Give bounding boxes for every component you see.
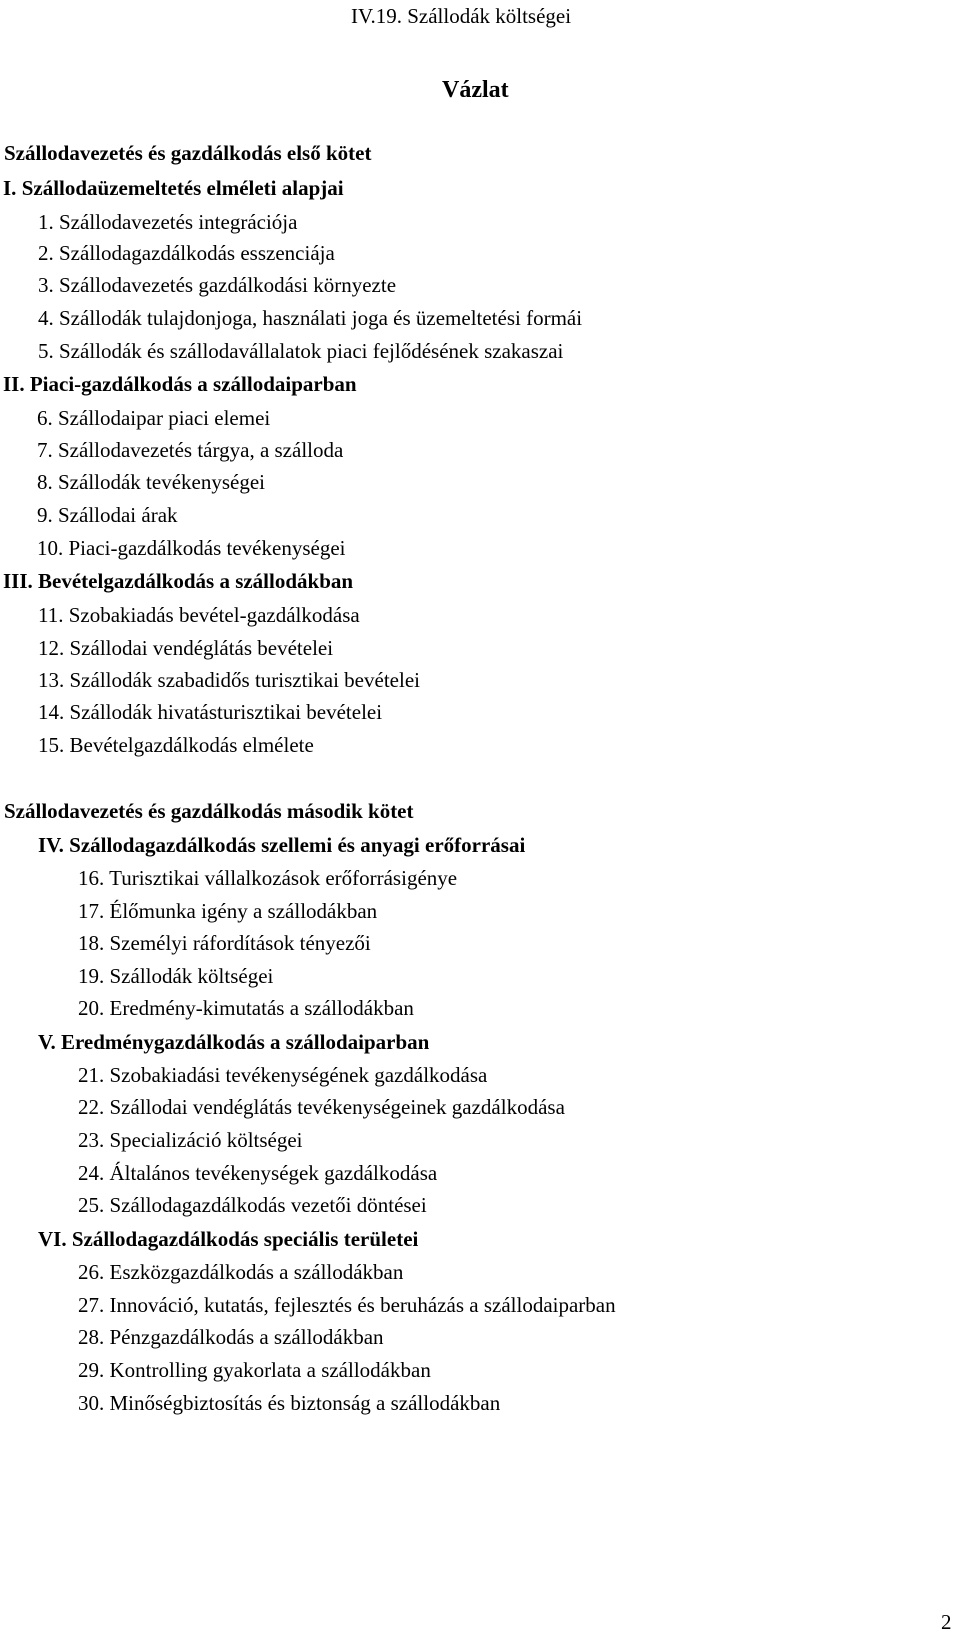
part-heading xyxy=(3,568,353,594)
chapter-number: 7. xyxy=(37,438,53,462)
chapter-title: Szállodavezetés integrációja xyxy=(59,210,298,234)
chapter-title: Szobakiadás bevétel-gazdálkodása xyxy=(68,603,360,627)
chapter-number: 19. xyxy=(78,964,105,988)
chapter-title: Kontrolling gyakorlata a szállodákban xyxy=(109,1358,431,1382)
chapter-number: 28. xyxy=(78,1325,105,1349)
chapter-item xyxy=(38,732,314,758)
chapter-item xyxy=(37,405,270,431)
volume-title: Szállodavezetés és gazdálkodás második kötet xyxy=(4,799,414,823)
chapter-item xyxy=(78,995,414,1021)
chapter-title: Piaci-gazdálkodás tevékenységei xyxy=(68,536,346,560)
part-heading xyxy=(38,1226,418,1252)
chapter-number: 30. xyxy=(78,1391,105,1415)
chapter-item xyxy=(78,865,457,891)
chapter-title: Szállodák hivatásturisztikai bevételei xyxy=(69,700,383,724)
chapter-number: 11. xyxy=(38,603,64,627)
chapter-title: Szállodák és szállodavállalatok piaci fejlődésének szakaszai xyxy=(59,339,564,363)
chapter-title: Szállodák tevékenységei xyxy=(58,470,266,494)
chapter-item xyxy=(78,1062,487,1088)
part-roman: VI. xyxy=(38,1227,67,1251)
chapter-number: 24. xyxy=(78,1161,105,1185)
part-heading xyxy=(3,175,344,201)
chapter-number: 6. xyxy=(37,406,53,430)
chapter-title: Innováció, kutatás, fejlesztés és beruházás a szállodaiparban xyxy=(109,1293,616,1317)
chapter-title: Szobakiadási tevékenységének gazdálkodása xyxy=(109,1063,488,1087)
chapter-item xyxy=(37,437,343,463)
chapter-item xyxy=(38,272,396,298)
chapter-title: Szállodavezetés tárgya, a szálloda xyxy=(58,438,344,462)
chapter-item xyxy=(38,209,297,235)
chapter-number: 16. xyxy=(78,866,105,890)
chapter-title: Szállodaipar piaci elemei xyxy=(58,406,271,430)
chapter-number: 9. xyxy=(37,503,53,527)
chapter-number: 5. xyxy=(38,339,54,363)
chapter-number: 17. xyxy=(78,899,105,923)
part-title: Eredménygazdálkodás a szállodaiparban xyxy=(60,1030,430,1054)
chapter-item xyxy=(38,338,563,364)
chapter-title: Szállodavezetés gazdálkodási környezte xyxy=(59,273,397,297)
chapter-title: Bevételgazdálkodás elmélete xyxy=(69,733,314,757)
volume-title: Szállodavezetés és gazdálkodás első kötet xyxy=(4,141,372,165)
chapter-title: Szállodák tulajdonjoga, használati joga és üzemeltetési formái xyxy=(59,306,583,330)
chapter-title: Szállodai árak xyxy=(58,503,178,527)
chapter-title: Eredmény-kimutatás a szállodákban xyxy=(109,996,414,1020)
chapter-number: 2. xyxy=(38,241,54,265)
chapter-number: 22. xyxy=(78,1095,105,1119)
part-heading xyxy=(3,371,357,397)
chapter-number: 10. xyxy=(37,536,64,560)
chapter-item xyxy=(38,305,582,331)
chapter-number: 15. xyxy=(38,733,65,757)
page-number: 2 xyxy=(941,1610,952,1634)
chapter-number: 3. xyxy=(38,273,54,297)
part-heading xyxy=(38,832,525,858)
part-roman: I. xyxy=(3,176,17,200)
chapter-title: Szállodagazdálkodás vezetői döntései xyxy=(109,1193,427,1217)
outline-title: Vázlat xyxy=(442,77,509,103)
chapter-number: 27. xyxy=(78,1293,105,1317)
chapter-number: 26. xyxy=(78,1260,105,1284)
chapter-item xyxy=(78,1324,384,1350)
chapter-number: 25. xyxy=(78,1193,105,1217)
chapter-title: Szállodák szabadidős turisztikai bevételei xyxy=(69,668,420,692)
chapter-item xyxy=(37,502,178,528)
part-roman: IV. xyxy=(38,833,64,857)
chapter-number: 23. xyxy=(78,1128,105,1152)
chapter-number: 14. xyxy=(38,700,65,724)
chapter-number: 8. xyxy=(37,470,53,494)
chapter-number: 12. xyxy=(38,636,65,660)
part-roman: III. xyxy=(3,569,33,593)
chapter-title: Turisztikai vállalkozások erőforrásigénye xyxy=(109,866,458,890)
chapter-item xyxy=(78,1390,500,1416)
chapter-title: Minőségbiztosítás és biztonság a szállodákban xyxy=(109,1391,501,1415)
part-title: Szállodagazdálkodás speciális területei xyxy=(71,1227,419,1251)
chapter-item xyxy=(38,635,333,661)
chapter-item xyxy=(78,930,371,956)
chapter-item xyxy=(78,1357,431,1383)
running-head: IV.19. Szállodák költségei xyxy=(351,4,572,28)
chapter-title: Szállodák költségei xyxy=(109,964,274,988)
chapter-title: Élőmunka igény a szállodákban xyxy=(109,899,378,923)
chapter-item xyxy=(78,1192,427,1218)
chapter-title: Eszközgazdálkodás a szállodákban xyxy=(109,1260,404,1284)
chapter-item xyxy=(37,469,265,495)
chapter-title: Személyi ráfordítások tényezői xyxy=(109,931,371,955)
chapter-item xyxy=(78,898,377,924)
chapter-item xyxy=(78,1127,303,1153)
chapter-title: Szállodai vendéglátás tevékenységeinek gazdálkodása xyxy=(109,1095,565,1119)
part-heading xyxy=(38,1029,429,1055)
chapter-number: 29. xyxy=(78,1358,105,1382)
chapter-number: 1. xyxy=(38,210,54,234)
chapter-item xyxy=(78,1292,616,1318)
chapter-number: 18. xyxy=(78,931,105,955)
chapter-title: Szállodagazdálkodás esszenciája xyxy=(59,241,335,265)
part-title: Szállodagazdálkodás szellemi és anyagi erőforrásai xyxy=(69,833,526,857)
chapter-number: 13. xyxy=(38,668,65,692)
chapter-item xyxy=(38,240,335,266)
part-title: Szállodaüzemeltetés elméleti alapjai xyxy=(21,176,344,200)
part-title: Piaci-gazdálkodás a szállodaiparban xyxy=(29,372,357,396)
chapter-number: 21. xyxy=(78,1063,105,1087)
chapter-item xyxy=(38,667,420,693)
chapter-item xyxy=(78,1094,565,1120)
chapter-item xyxy=(78,1259,403,1285)
chapter-number: 20. xyxy=(78,996,105,1020)
chapter-number: 4. xyxy=(38,306,54,330)
chapter-title: Általános tevékenységek gazdálkodása xyxy=(109,1161,438,1185)
part-roman: V. xyxy=(38,1030,56,1054)
chapter-item xyxy=(38,699,382,725)
chapter-item xyxy=(38,602,360,628)
chapter-item xyxy=(78,963,273,989)
part-roman: II. xyxy=(3,372,25,396)
chapter-title: Szállodai vendéglátás bevételei xyxy=(69,636,334,660)
chapter-item xyxy=(37,535,345,561)
chapter-title: Pénzgazdálkodás a szállodákban xyxy=(109,1325,384,1349)
chapter-item xyxy=(78,1160,437,1186)
chapter-title: Specializáció költségei xyxy=(109,1128,303,1152)
part-title: Bevételgazdálkodás a szállodákban xyxy=(38,569,354,593)
